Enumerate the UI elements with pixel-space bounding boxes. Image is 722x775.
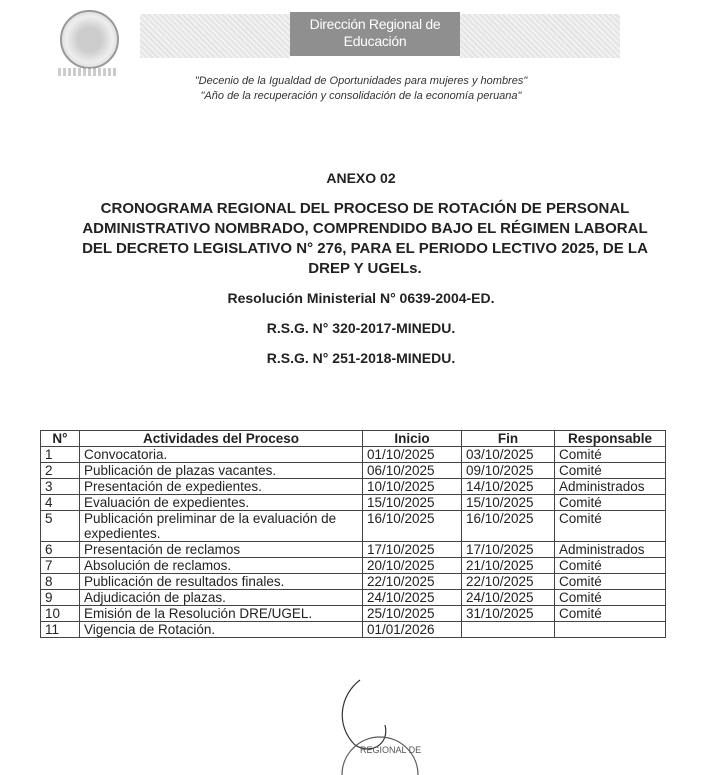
stamp-text: REGIONAL DE: [360, 745, 422, 755]
table-row: [41, 590, 666, 606]
end-date: 22/10/2025: [462, 574, 555, 590]
responsible: Administrados: [555, 479, 666, 495]
header-number: N°: [41, 431, 80, 447]
activity: Publicación preliminar de la evaluación de expedientes.: [80, 511, 363, 542]
motto-1: "Decenio de la Igualdad de Oportunidades para mujeres y hombres": [194, 75, 528, 87]
table-row: [41, 622, 666, 638]
header-start: Inicio: [363, 431, 462, 447]
table-row: [41, 479, 666, 495]
row-number: 7: [41, 558, 80, 574]
start-date: 06/10/2025: [363, 463, 462, 479]
header-end: Fin: [462, 431, 555, 447]
end-date: 24/10/2025: [462, 590, 555, 606]
end-date: 31/10/2025: [462, 606, 555, 622]
responsible: Administrados: [555, 542, 666, 558]
table-row: [41, 574, 666, 590]
table-row: [41, 511, 666, 542]
start-date: 01/01/2026: [363, 622, 462, 638]
activity: Convocatoria.: [80, 447, 363, 463]
responsible: Comité: [555, 463, 666, 479]
end-date: 03/10/2025: [462, 447, 555, 463]
header-activity: Actividades del Proceso: [80, 431, 363, 447]
table-row: [41, 463, 666, 479]
end-date: 09/10/2025: [462, 463, 555, 479]
row-number: 1: [41, 447, 80, 463]
reference-3: R.S.G. N° 251-2018-MINEDU.: [266, 350, 456, 366]
annex-heading: ANEXO 02: [326, 170, 396, 186]
end-date: 17/10/2025: [462, 542, 555, 558]
institution-line2: Educación: [343, 33, 407, 49]
table-row: [41, 542, 666, 558]
row-number: 9: [41, 590, 80, 606]
header-responsible: Responsable: [555, 431, 666, 447]
end-date: 15/10/2025: [462, 495, 555, 511]
responsible: Comité: [555, 574, 666, 590]
start-date: 10/10/2025: [363, 479, 462, 495]
start-date: 25/10/2025: [363, 606, 462, 622]
table-row: [41, 495, 666, 511]
end-date: 21/10/2025: [462, 558, 555, 574]
header-band-left: [140, 14, 290, 58]
responsible: Comité: [555, 590, 666, 606]
institution-line1: Dirección Regional de: [309, 16, 441, 32]
institution-banner: [290, 12, 460, 56]
activity: Presentación de expedientes.: [80, 479, 363, 495]
row-number: 11: [41, 622, 80, 638]
start-date: 24/10/2025: [363, 590, 462, 606]
responsible: Comité: [555, 511, 666, 542]
official-stamp-signature: [330, 675, 430, 775]
row-number: 2: [41, 463, 80, 479]
start-date: 16/10/2025: [363, 511, 462, 542]
header-band-right: [460, 14, 620, 58]
end-date: 16/10/2025: [462, 511, 555, 542]
row-number: 5: [41, 511, 80, 542]
activity: Evaluación de expedientes.: [80, 495, 363, 511]
start-date: 22/10/2025: [363, 574, 462, 590]
activity: Adjudicación de plazas.: [80, 590, 363, 606]
responsible: Comité: [555, 447, 666, 463]
activity: Publicación de plazas vacantes.: [80, 463, 363, 479]
table-row: [41, 447, 666, 463]
document-title: CRONOGRAMA REGIONAL DEL PROCESO DE ROTACIÓN DE PERSONAL ADMINISTRATIVO NOMBRADO, COMPRENDIDO BAJO EL RÉGIMEN LABORAL DEL DECRETO LEGISLATIVO N° 276, PARA EL PERIODO LECTIVO 2025, DE LA DREP Y UGELs.: [82, 200, 648, 277]
table-row: [41, 558, 666, 574]
activity: Vigencia de Rotación.: [80, 622, 363, 638]
reference-1: Resolución Ministerial N° 0639-2004-ED.: [227, 290, 495, 306]
activity: Absolución de reclamos.: [80, 558, 363, 574]
row-number: 10: [41, 606, 80, 622]
responsible: Comité: [555, 606, 666, 622]
start-date: 17/10/2025: [363, 542, 462, 558]
start-date: 15/10/2025: [363, 495, 462, 511]
activity: Presentación de reclamos: [80, 542, 363, 558]
row-number: 4: [41, 495, 80, 511]
row-number: 6: [41, 542, 80, 558]
reference-2: R.S.G. N° 320-2017-MINEDU.: [266, 320, 456, 336]
row-number: 3: [41, 479, 80, 495]
motto-2: "Año de la recuperación y consolidación de la economía peruana": [200, 90, 522, 102]
activity: Emisión de la Resolución DRE/UGEL.: [80, 606, 363, 622]
end-date: [462, 622, 555, 638]
table-header-row: [41, 431, 666, 447]
row-number: 8: [41, 574, 80, 590]
end-date: 14/10/2025: [462, 479, 555, 495]
start-date: 20/10/2025: [363, 558, 462, 574]
activity: Publicación de resultados finales.: [80, 574, 363, 590]
schedule-table: [40, 430, 666, 638]
regional-emblem-logo: [60, 10, 119, 69]
responsible: Comité: [555, 495, 666, 511]
start-date: 01/10/2025: [363, 447, 462, 463]
responsible: Comité: [555, 558, 666, 574]
table-row: [41, 606, 666, 622]
responsible: [555, 622, 666, 638]
